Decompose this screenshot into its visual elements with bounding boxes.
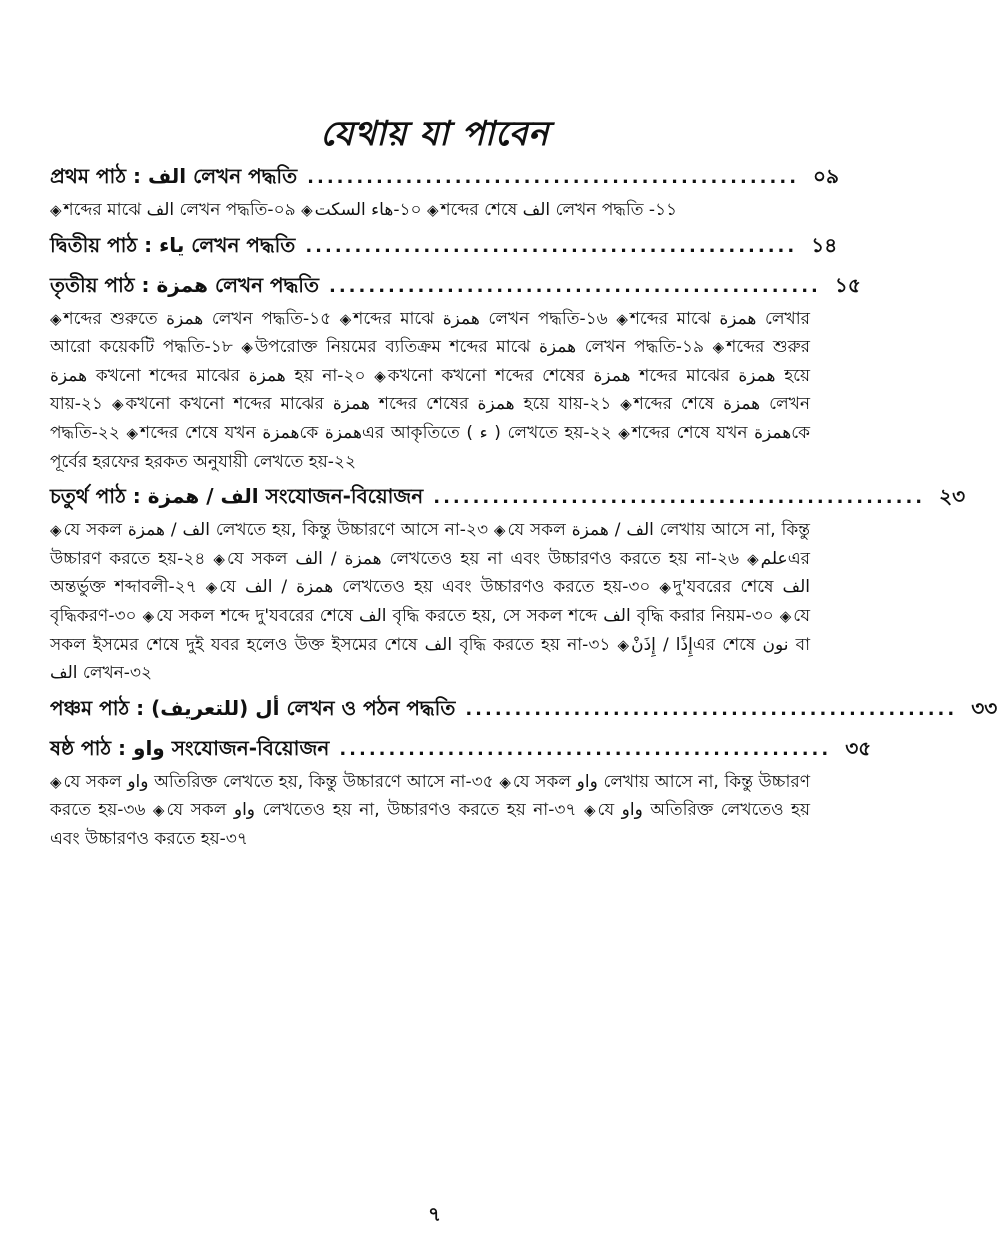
subtopic-item: শব্দের শেষে যখন همزةকে পূর্বের হরফের হরকত অনুযায়ী লেখতে হয়-২২ [50,422,811,472]
diamond-bullet-icon: ◈ [50,309,62,328]
lesson-title: চতুর্থ পাঠ : الف / همزة সংযোজন-বিয়োজন [50,484,424,509]
diamond-bullet-icon: ◈ [50,201,62,219]
diamond-bullet-icon: ◈ [617,635,630,654]
diamond-bullet-icon: ◈ [50,521,62,540]
diamond-bullet-icon: ◈ [747,549,759,568]
toc-entry [50,231,838,265]
toc-entry [50,734,872,854]
diamond-bullet-icon: ◈ [126,423,139,442]
diamond-bullet-icon: ◈ [111,395,124,414]
diamond-bullet-icon: ◈ [301,201,313,219]
lesson-page-number: ১৪ [811,232,838,257]
subtopic-item: কখনো কখনো শব্দের শেষের همزة শব্দের মাঝের همزة হয়ে যায়-২১ [50,365,810,415]
footer-page-number: ৭ [427,1202,441,1226]
subtopic-item: যে সকল الف / همزة লেখতে হয়, কিন্তু উচ্চারণে আসে না-২৩ [63,520,489,541]
toc-entry-heading [50,271,861,305]
subtopic-item: যে সকল واو অতিরিক্ত লেখতে হয়, কিন্তু উচ্চারণে আসে না-৩৫ [63,771,494,792]
subtopic-item: শব্দের মাঝে الف লেখন পদ্ধতি-০৯ [63,200,296,220]
lesson-title: পঞ্চম পাঠ : أل (للتعريف) লেখন ও পঠন পদ্ধতি [50,695,456,720]
diamond-bullet-icon: ◈ [779,606,792,625]
toc-entry-heading [50,694,997,728]
diamond-bullet-icon: ◈ [205,578,218,597]
subtopic-item: কখনো কখনো শব্দের মাঝের همزة শব্দের শেষের همزة হয়ে যায়-২১ [125,394,612,415]
diamond-bullet-icon: ◈ [493,521,506,540]
diamond-bullet-icon: ◈ [339,309,352,328]
subtopic-item: শব্দের মাঝে همزة লেখন পদ্ধতি-১৬ [353,308,608,329]
subtopic-item: শব্দের মাঝে همزة লেখার আরো কয়েকটি পদ্ধতি-১৮ [50,308,811,358]
subtopic-item: যে সকল واو লেখতেও হয় না, উচ্চারণও করতে হয় না-৩৭ [166,800,577,821]
subtopic-item: যে همزة / الف লেখতেও হয় এবং উচ্চারণও করতে হয়-৩০ [219,577,651,598]
subtopic-item: শব্দের শেষে যখন همزةকে همزةএর আকৃতিতে ( ء ) লেখতে হয়-২২ [140,422,612,443]
subtopic-item: শব্দের শুরুতে همزة লেখন পদ্ধতি-১৫ [63,308,332,329]
lesson-title: দ্বিতীয় পাঠ : ياء লেখন পদ্ধতি [50,232,296,257]
dot-leader: .................................................. [433,487,926,509]
toc-entry [50,162,840,225]
subtopic-item: যে সকল الف / همزة লেখায় আসে না, কিন্তু উচ্চারণ করতে হয়-২৪ [50,520,811,569]
lesson-title: ষষ্ঠ পাঠ : واو সংযোজন-বিয়োজন [50,735,330,760]
subtopic-list [50,768,810,854]
subtopic-item: যে সকল واو লেখায় আসে না, কিন্তু উচ্চারণ করতে হয়-৩৬ [50,771,810,821]
dot-leader: .................................................. [339,738,832,760]
diamond-bullet-icon: ◈ [426,201,439,219]
toc-entry [50,694,997,728]
dot-leader: .................................................. [305,235,798,257]
dot-leader: .................................................. [465,698,958,720]
dot-leader: .................................................. [329,275,821,297]
subtopic-item: যে সকল همزة / الف লেখতেও হয় না এবং উচ্চারণও করতে হয় না-২৬ [226,548,740,569]
subtopic-item: শব্দের শুরুর همزة কখনো শব্দের মাঝের همزة হয় না-২০ [50,337,811,386]
subtopic-item: উপরোক্ত নিয়মের ব্যতিক্রম শব্দের মাঝে همزة লেখন পদ্ধতি-১৯ [254,337,705,358]
subtopic-list [50,305,810,477]
diamond-bullet-icon: ◈ [620,395,632,414]
lesson-page-number: ২৩ [939,484,966,509]
diamond-bullet-icon: ◈ [583,801,596,820]
diamond-bullet-icon: ◈ [50,772,62,791]
lesson-page-number: ০৯ [813,164,840,188]
toc-entry-heading [50,482,966,516]
diamond-bullet-icon: ◈ [618,423,630,442]
diamond-bullet-icon: ◈ [499,772,511,791]
subtopic-item: যে সকল শব্দে দু'যবরের শেষে الف বৃদ্ধি করতে হয়, সে সকল শব্দে الف বৃদ্ধি করার নিয়ম-৩০ [156,605,774,626]
lesson-title: তৃতীয় পাঠ : همزة লেখন পদ্ধতি [50,272,319,297]
diamond-bullet-icon: ◈ [152,801,165,820]
lesson-page-number: ৩৫ [845,735,872,760]
subtopic-item: هاء السكت-১০ [314,200,422,220]
lesson-page-number: ৩৩ [971,695,997,720]
diamond-bullet-icon: ◈ [213,549,225,568]
diamond-bullet-icon: ◈ [142,606,155,625]
subtopic-item: যে واو অতিরিক্ত লেখতেও হয় এবং উচ্চারণও করতে হয়-৩৭ [50,800,810,849]
subtopic-item: শব্দের শেষে همزة লেখন পদ্ধতি-২২ [50,394,810,443]
subtopic-item: শব্দের শেষে الف লেখন পদ্ধতি -১১ [440,200,678,220]
subtopic-item: দু'যবরের শেষে الف বৃদ্ধিকরণ-৩০ [50,577,810,626]
subtopic-item: علمএর অন্তর্ভুক্ত শব্দাবলী-২৭ [50,548,810,598]
toc-entry [50,482,966,688]
toc-entry-heading [50,162,840,196]
page-title: যেথায় যা পাবেন [320,114,549,154]
toc-entry [50,271,861,477]
dot-leader: .................................................. [307,167,800,188]
subtopic-list [50,516,810,688]
diamond-bullet-icon: ◈ [712,338,725,357]
diamond-bullet-icon: ◈ [241,338,253,357]
lesson-page-number: ১৫ [834,272,861,297]
toc-entry-heading [50,734,872,768]
table-of-contents [50,162,997,860]
diamond-bullet-icon: ◈ [616,309,628,328]
toc-entry-heading [50,231,838,265]
lesson-title: প্রথম পাঠ : الف লেখন পদ্ধতি [50,164,298,188]
diamond-bullet-icon: ◈ [659,578,671,597]
subtopic-list [50,196,810,225]
subtopic-item: যে সকল ইসমের শেষে দুই যবর হলেও উক্ত ইসমের শেষে الف বৃদ্ধি করতে হয় না-৩১ [50,605,810,655]
diamond-bullet-icon: ◈ [374,366,386,385]
subtopic-item: إِذًا / إِذَنْএর শেষে نون বা الف লেখন-৩২ [50,634,811,684]
